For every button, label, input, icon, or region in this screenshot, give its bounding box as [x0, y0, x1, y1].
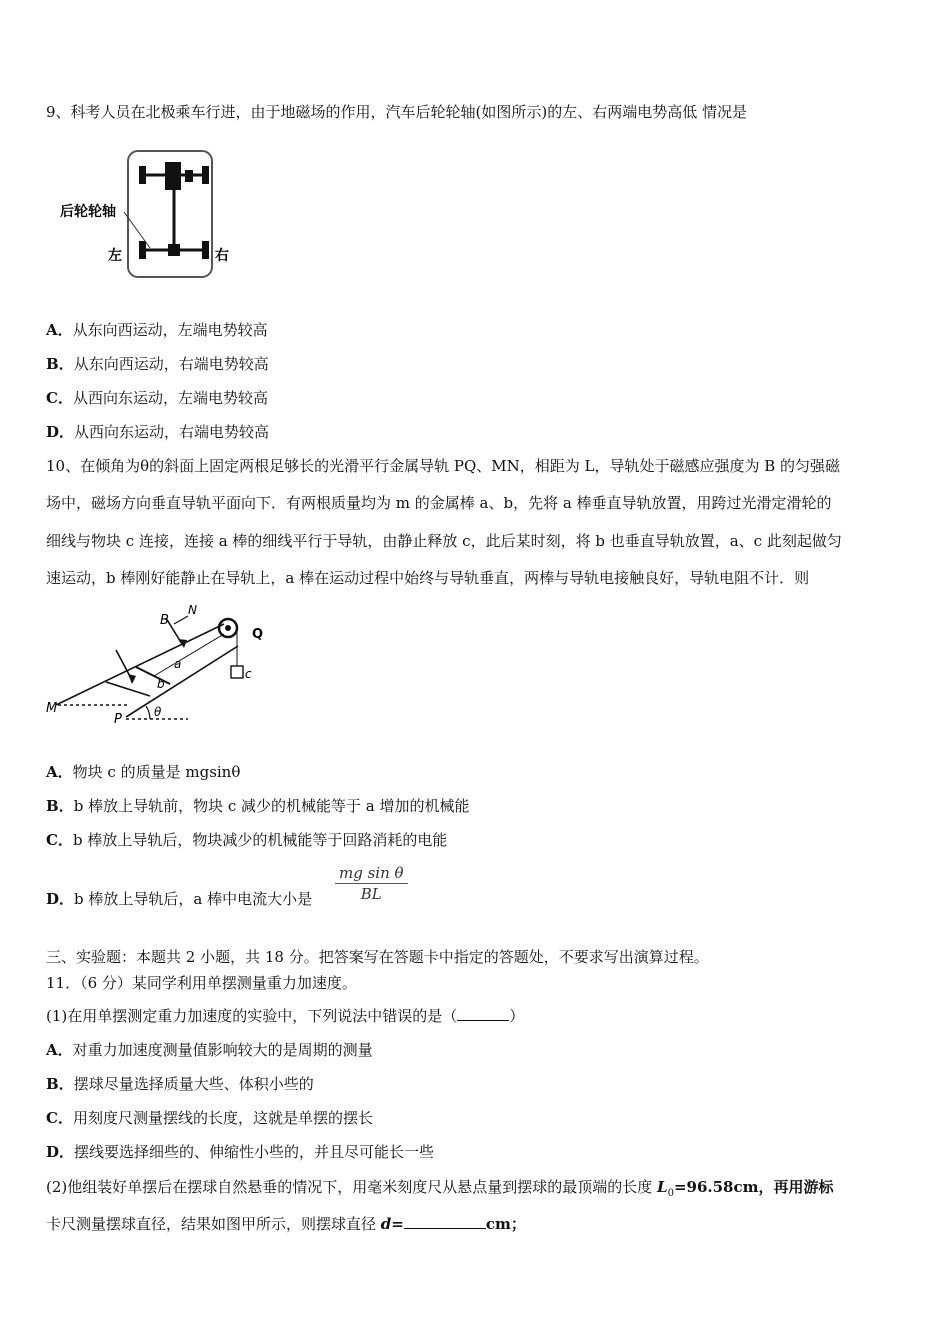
q10-stem-line-4: 速运动，b 棒刚好能静止在导轨上，a 棒在运动过程中始终与导轨垂直，两棒与导轨电接触良好，导轨电阻不计．则 [46, 569, 810, 587]
option-letter: A [46, 321, 58, 339]
q11-part2-text-b: =96.58cm，再用游标 [673, 1178, 834, 1196]
q11-option-c: C．用刻度尺测量摆线的长度，这就是单摆的摆长 [46, 1109, 373, 1127]
option-letter: C [46, 1109, 58, 1127]
q9-option-b: B．从东向西运动，右端电势较高 [46, 355, 269, 373]
label-P: P [114, 712, 122, 726]
label-M: M [46, 701, 58, 716]
option-letter: C [46, 831, 58, 849]
option-letter: B [46, 355, 59, 373]
q11-option-d: D．摆线要选择细些的、伸缩性小些的，并且尽可能长一些 [46, 1143, 435, 1161]
option-text: 从西向东运动，右端电势较高 [74, 423, 270, 441]
option-text: 从西向东运动，左端电势较高 [72, 389, 268, 407]
diameter-blank[interactable] [404, 1214, 486, 1229]
option-text: 摆球尽量选择质量大些、体积小些的 [73, 1075, 314, 1093]
answer-blank[interactable] [457, 1006, 509, 1021]
q11-part2-line2 [46, 1214, 526, 1234]
q10-option-a: A．物块 c 的质量是 mgsinθ [46, 763, 241, 781]
q10-stem-line-2: 场中，磁场方向垂直导轨平面向下．有两根质量均为 m 的金属棒 a、b，先将 a 棒垂直导轨放置，用跨过光滑定滑轮的 [46, 494, 832, 512]
label-theta: θ [154, 705, 162, 719]
q10-stem-line-3: 细线与物块 c 连接，连接 a 棒的细线平行于导轨，由静止释放 c，此后某时刻，将 b 也垂直导轨放置，a、c 此刻起做匀 [46, 532, 842, 550]
fraction-denominator: BL [360, 885, 382, 903]
q9-option-d: D．从西向东运动，右端电势较高 [46, 423, 270, 441]
current-fraction [335, 864, 408, 903]
q11-stem: 11．（6 分）某同学利用单摆测量重力加速度。 [46, 974, 357, 992]
option-letter: A [46, 1041, 58, 1059]
L0-symbol: L [657, 1178, 668, 1196]
q9-stem: 9、科考人员在北极乘车行进，由于地磁场的作用，汽车后轮轮轴(如图所示)的左、右两端电势高低 情况是 [46, 103, 748, 121]
q9-option-c: C．从西向东运动，左端电势较高 [46, 389, 268, 407]
right-label: 右 [215, 248, 229, 264]
q11-part2-text-a: (2)他组装好单摆后在摆球自然悬垂的情况下，用毫米刻度尺从悬点量到摆球的最顶端的长度 [46, 1178, 658, 1196]
q11-part1 [46, 1006, 524, 1026]
q9-axle-figure [58, 148, 238, 280]
option-text: 对重力加速度测量值影响较大的是周期的测量 [72, 1041, 373, 1059]
q11-part1-end: ） [509, 1007, 525, 1025]
q11-option-a: A．对重力加速度测量值影响较大的是周期的测量 [46, 1041, 373, 1059]
option-letter: C [46, 389, 58, 407]
q10-incline-figure [46, 602, 278, 726]
section3-heading: 三、实验题：本题共 2 小题，共 18 分。把答案写在答题卡中指定的答题处，不要求写出演算过程。 [46, 948, 709, 966]
q11-part2-text-c: 卡尺测量摆球直径，结果如图甲所示，则摆球直径 [46, 1215, 381, 1233]
option-text: 物块 c 的质量是 mgsinθ [72, 763, 241, 781]
axle-label: 后轮轮轴 [60, 204, 116, 220]
unit-cm: cm； [485, 1215, 526, 1233]
label-B: B [160, 613, 169, 628]
option-text: 从东向西运动，右端电势较高 [73, 355, 269, 373]
d-symbol: d [380, 1215, 392, 1233]
fraction-numerator: mg sin θ [339, 864, 404, 882]
option-text: 用刻度尺测量摆线的长度，这就是单摆的摆长 [72, 1109, 373, 1127]
option-text: b 棒放上导轨前，物块 c 减少的机械能等于 a 增加的机械能 [73, 797, 470, 815]
q10-option-d: D．b 棒放上导轨后，a 棒中电流大小是 [46, 890, 313, 908]
label-a: a [174, 657, 182, 671]
option-text: b 棒放上导轨后，物块减少的机械能等于回路消耗的电能 [72, 831, 448, 849]
equals-sign: = [391, 1215, 404, 1233]
option-text: 摆线要选择细些的、伸缩性小些的，并且尽可能长一些 [74, 1143, 435, 1161]
option-letter: D [46, 1143, 60, 1161]
q10-stem-line-1: 10、在倾角为θ的斜面上固定两根足够长的光滑平行金属导轨 PQ、MN，相距为 L，导轨处于磁感应强度为 B 的匀强磁 [46, 457, 841, 475]
option-text: b 棒放上导轨后，a 棒中电流大小是 [74, 890, 313, 908]
q11-part2-line1 [46, 1177, 834, 1204]
q11-option-b: B．摆球尽量选择质量大些、体积小些的 [46, 1075, 314, 1093]
left-label: 左 [108, 248, 122, 264]
label-c: c [245, 667, 252, 681]
L0-subscript: 0 [667, 1188, 674, 1199]
option-letter: B [46, 1075, 59, 1093]
q10-option-b: B．b 棒放上导轨前，物块 c 减少的机械能等于 a 增加的机械能 [46, 797, 470, 815]
option-letter: D [46, 423, 60, 441]
q11-part1-text: (1)在用单摆测定重力加速度的实验中，下列说法中错误的是（ [46, 1007, 458, 1025]
option-letter: B [46, 797, 59, 815]
option-text: 从东向西运动，左端电势较高 [72, 321, 268, 339]
label-Q: Q [252, 627, 264, 642]
option-letter: A [46, 763, 58, 781]
q10-option-c: C．b 棒放上导轨后，物块减少的机械能等于回路消耗的电能 [46, 831, 448, 849]
option-letter: D [46, 890, 60, 908]
label-N: N [188, 603, 197, 617]
q9-option-a: A．从东向西运动，左端电势较高 [46, 321, 268, 339]
label-b: b [157, 677, 165, 691]
